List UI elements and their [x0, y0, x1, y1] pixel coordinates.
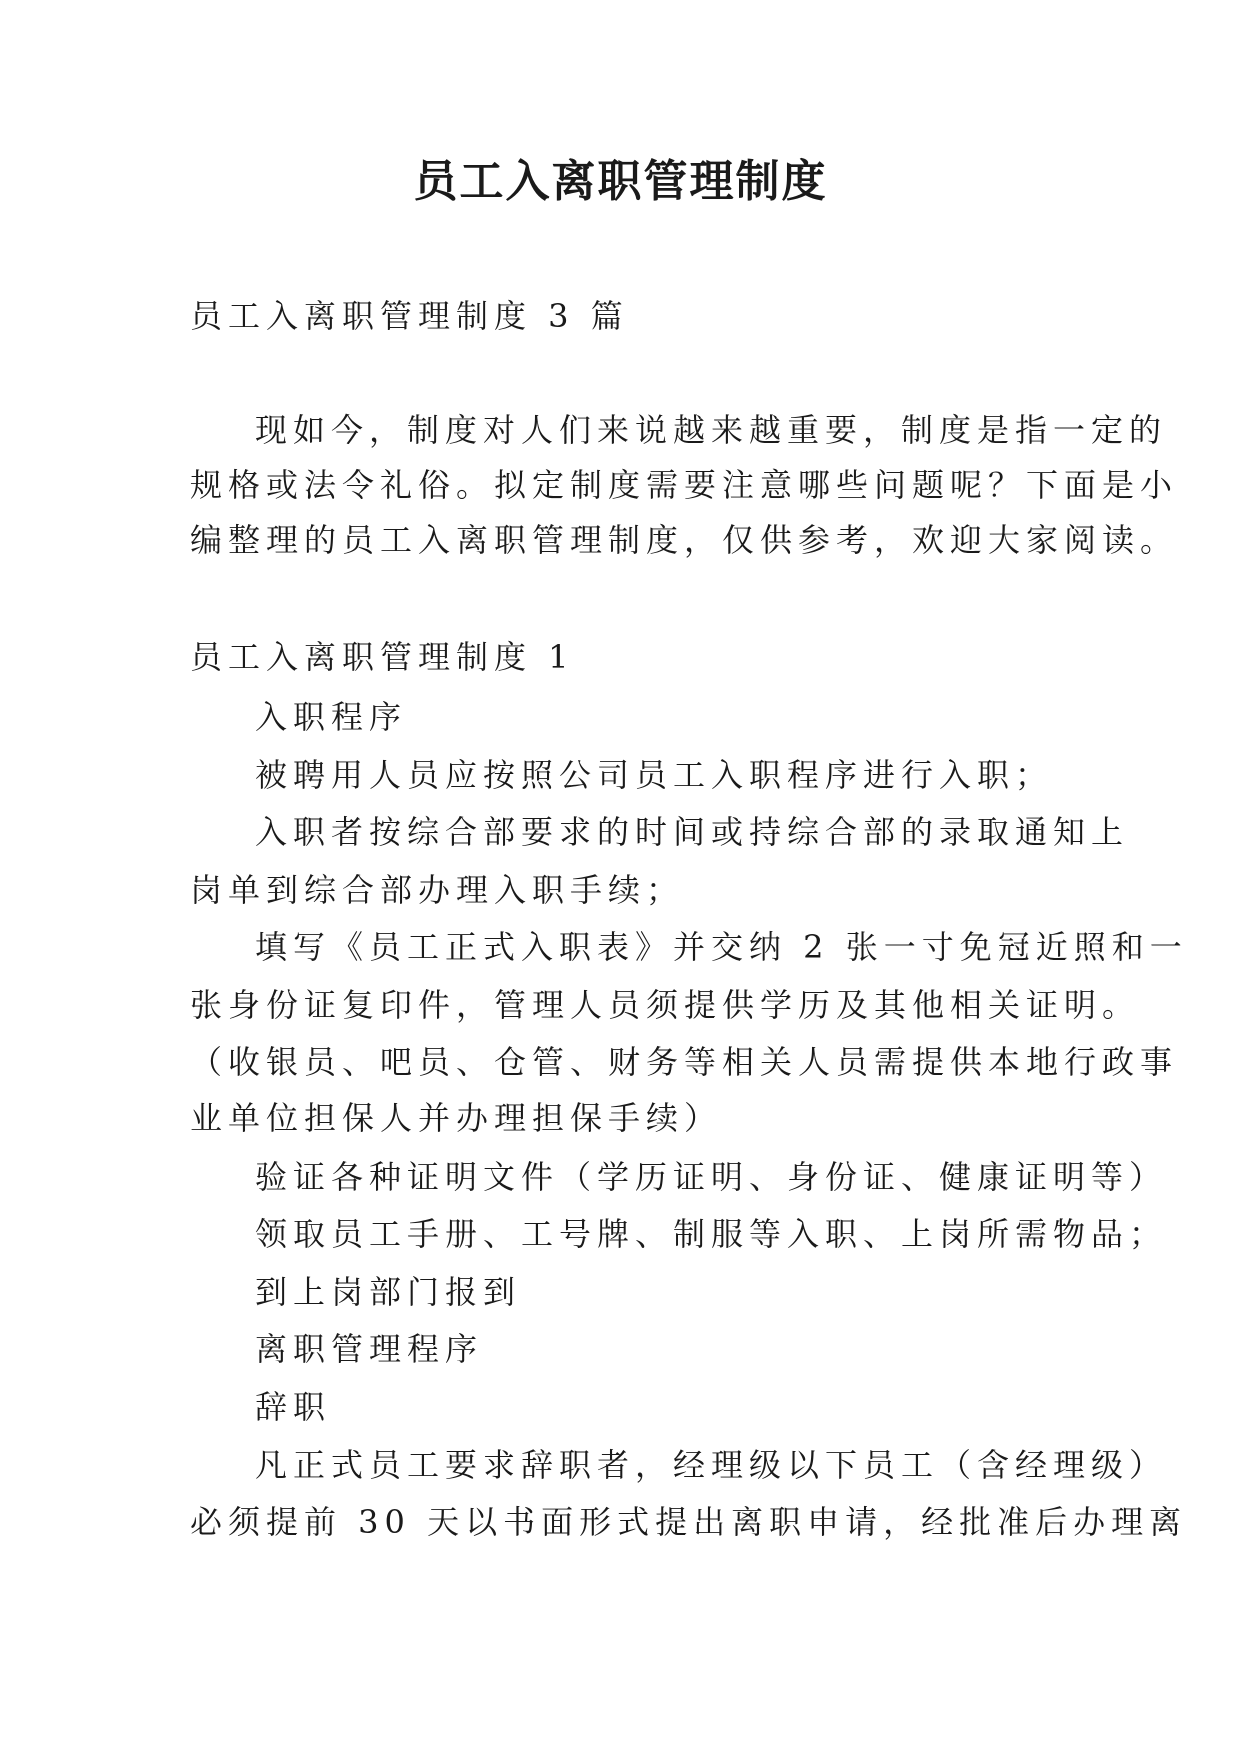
subsection-heading: 离职管理程序: [255, 1330, 484, 1368]
body-line: 入职者按综合部要求的时间或持综合部的录取通知上: [255, 813, 1130, 851]
body-line: 验证各种证明文件（学历证明、身份证、健康证明等）: [255, 1158, 1168, 1196]
body-line: 被聘用人员应按照公司员工入职程序进行入职；: [255, 756, 1054, 794]
body-line: 凡正式员工要求辞职者，经理级以下员工（含经理级）: [255, 1446, 1168, 1484]
subsection-heading: 辞职: [255, 1388, 332, 1426]
body-line: （收银员、吧员、仓管、财务等相关人员需提供本地行政事: [190, 1043, 1179, 1081]
intro-line: 规格或法令礼俗。拟定制度需要注意哪些问题呢？下面是小: [190, 466, 1179, 504]
body-line: 必须提前 30 天以书面形式提出离职申请，经批准后办理离: [190, 1503, 1188, 1541]
body-line: 填写《员工正式入职表》并交纳 2 张一寸免冠近照和一: [255, 928, 1188, 966]
body-line: 领取员工手册、工号牌、制服等入职、上岗所需物品；: [255, 1215, 1168, 1253]
document-title: 员工入离职管理制度: [413, 156, 828, 207]
intro-line: 编整理的员工入离职管理制度，仅供参考，欢迎大家阅读。: [190, 521, 1179, 559]
section-heading: 员工入离职管理制度 1: [190, 638, 575, 676]
body-line: 业单位担保人并办理担保手续）: [190, 1099, 723, 1137]
body-line: 张身份证复印件，管理人员须提供学历及其他相关证明。: [190, 986, 1141, 1024]
body-line: 到上岗部门报到: [255, 1273, 522, 1311]
subsection-heading: 入职程序: [255, 698, 408, 736]
body-line: 岗单到综合部办理入职手续；: [190, 871, 685, 909]
subtitle-line: 员工入离职管理制度 3 篇: [190, 297, 629, 335]
intro-line: 现如今，制度对人们来说越来越重要，制度是指一定的: [255, 411, 1168, 449]
